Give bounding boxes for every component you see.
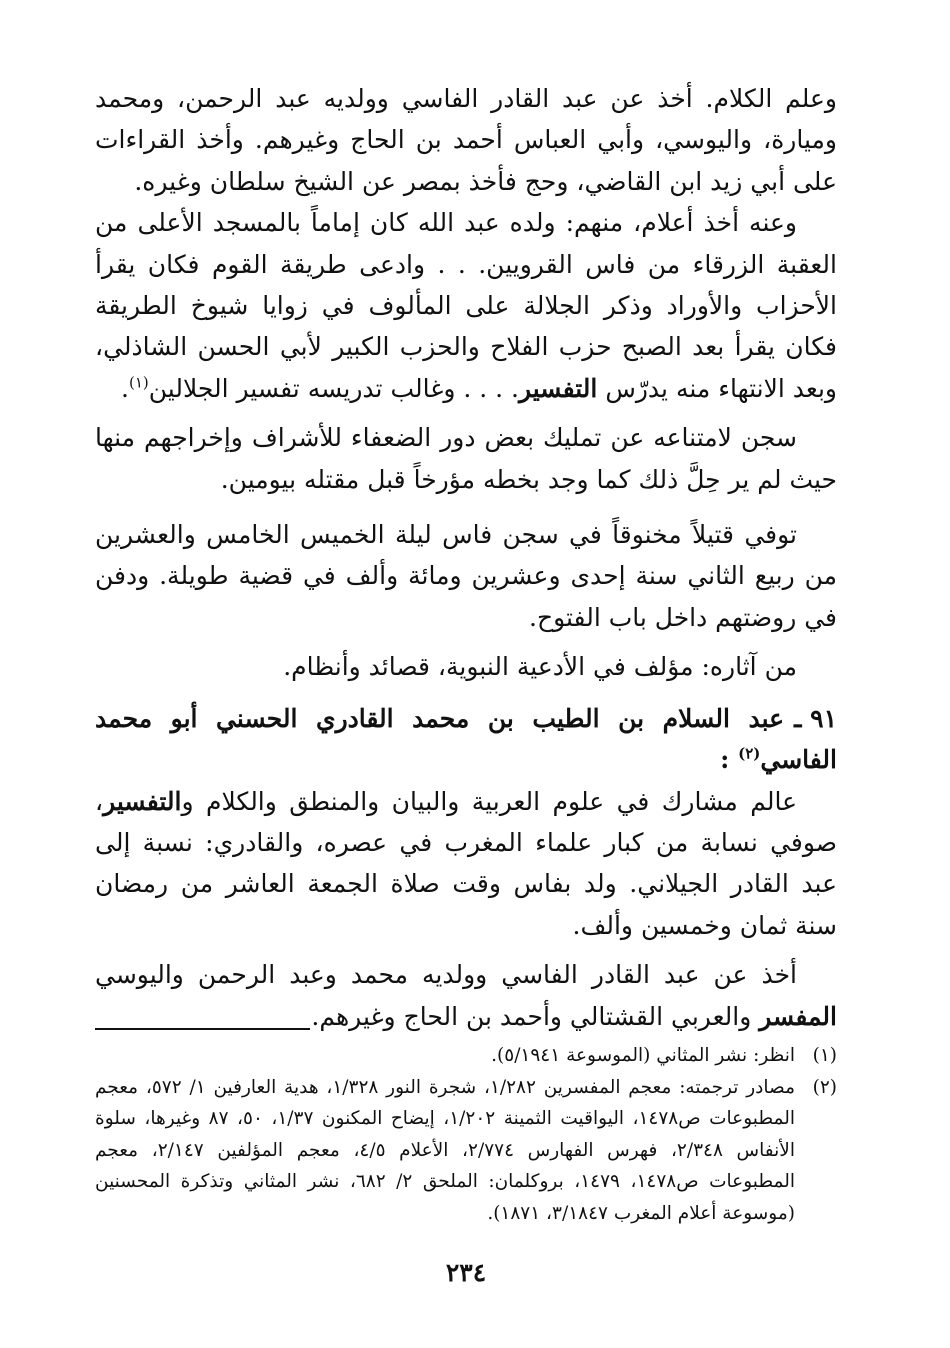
footnote-ref-1[interactable]: (١) bbox=[128, 373, 149, 392]
entry-paragraph-1-text-after: ، صوفي نسابة من كبار علماء المغرب في عصره، والقادري: نسبة إلى عبد القادر الجيلاني. ولد بفاس وقت صلاة الجمعة العاشر من رمضان سنة ثمان وخمسين وألف. bbox=[95, 786, 837, 940]
book-page bbox=[95, 78, 837, 1308]
entry-paragraph-2-text-after: والعربي القشتالي وأحمد بن الحاج وغيرهم. bbox=[311, 1001, 752, 1031]
paragraph-2-bold-term: التفسير bbox=[518, 373, 598, 403]
footnote-2-text: مصادر ترجمته: معجم المفسرين ١/٢٨٢، شجرة النور ١/٣٢٨، هدية العارفين ١/ ٥٧٢، معجم المطبوعات ص١٤٧٨، اليواقيت الثمينة ١/٢٠٢، إيضاح المكنون ١/٣٧، ٥٠، ٨٧ وغيرها، سلوة الأنفاس ٢/٣٤٨، فهرس الفهارس ٢/٧٧٤، الأعلام ٤/٥، معجم المؤلفين ٢/١٤٧، معجم المطبوعات ص١٤٧٨، ١٤٧٩، بروكلمان: الملحق ٢/ ٦٨٢، نشر المثاني وتذكرة المحسنين (موسوعة أعلام المغرب ٣/١٨٤٧، ١٨٧١). bbox=[95, 1076, 795, 1224]
paragraph-1: وعلم الكلام. أخذ عن عبد القادر الفاسي وولديه عبد الرحمن، ومحمد وميارة، واليوسي، وأبي العباس أحمد بن الحاج وغيرهم. وأخذ القراءات على أبي زيد ابن القاضي، وحج فأخذ بمصر عن الشيخ سلطان وغيره. bbox=[95, 84, 837, 196]
entry-colon: : bbox=[720, 745, 730, 775]
paragraph-2-text-after: . . . . وغالب تدريسه تفسير الجلالين bbox=[148, 373, 519, 403]
footnote-1 bbox=[95, 1040, 837, 1072]
entry-paragraph-1-text: عالم مشارك في علوم العربية والبيان والمنطق والكلام و bbox=[181, 786, 797, 816]
paragraph-5: من آثاره: مؤلف في الأدعية النبوية، قصائد وأنظام. bbox=[283, 652, 797, 682]
footnote-2 bbox=[95, 1072, 837, 1230]
paragraph-2-end: . bbox=[121, 373, 129, 403]
entry-name: عبد السلام بن الطيب بن محمد القادري الحسني أبو محمد الفاسي bbox=[95, 703, 837, 775]
entry-paragraph-1 bbox=[95, 781, 837, 947]
footnote-1-number: (١) bbox=[812, 1045, 837, 1066]
paragraph-3: سجن لامتناعه عن تمليك بعض دور الضعفاء للأشراف وإخراجهم منها حيث لم ير حِلَّ ذلك كما وجد بخطه مؤرخاً قبل مقتله بيومين. bbox=[95, 423, 837, 494]
footnote-2-number: (٢) bbox=[812, 1076, 837, 1098]
entry-paragraph-2-text: أخذ عن عبد القادر الفاسي وولديه محمد وعبد الرحمن واليوسي bbox=[95, 960, 797, 990]
entry-paragraph-2-bold-term: المفسر bbox=[759, 1001, 837, 1031]
footnote-divider bbox=[95, 1028, 310, 1030]
entry-paragraph-2 bbox=[95, 954, 837, 1037]
footnotes bbox=[95, 1040, 837, 1229]
entry-number: ٩١ ـ bbox=[794, 703, 837, 733]
paragraph-2 bbox=[95, 202, 837, 409]
entry-heading bbox=[95, 698, 837, 781]
paragraph-4: توفي قتيلاً مخنوقاً في سجن فاس ليلة الخميس الخامس والعشرين من ربيع الثاني سنة إحدى وعشرين ومائة وألف في قضية طويلة. ودفن في روضتهم داخل باب الفتوح. bbox=[95, 520, 837, 632]
footnote-1-text: انظر: نشر المثاني (الموسوعة ٥/١٩٤١). bbox=[491, 1045, 795, 1066]
page-number: ٢٣٤ bbox=[445, 1258, 487, 1287]
footnote-ref-2[interactable]: (٢) bbox=[738, 744, 761, 763]
main-text bbox=[95, 78, 837, 1037]
paragraph-2-text: وعنه أخذ أعلام، منهم: ولده عبد الله كان إماماً بالمسجد الأعلى من العقبة الزرقاء من فاس القرويين. . . وادعى طريقة القوم فكان يقرأ الأحزاب والأوراد وذكر الجلالة على المألوف في زوايا شيوخ الطريقة فكان يقرأ بعد الصبح حزب الفلاح والحزب الكبير لأبي الحسن الشاذلي، وبعد الانتهاء منه يدرّس bbox=[95, 208, 837, 403]
entry-paragraph-1-bold-term: التفسير bbox=[103, 786, 182, 816]
